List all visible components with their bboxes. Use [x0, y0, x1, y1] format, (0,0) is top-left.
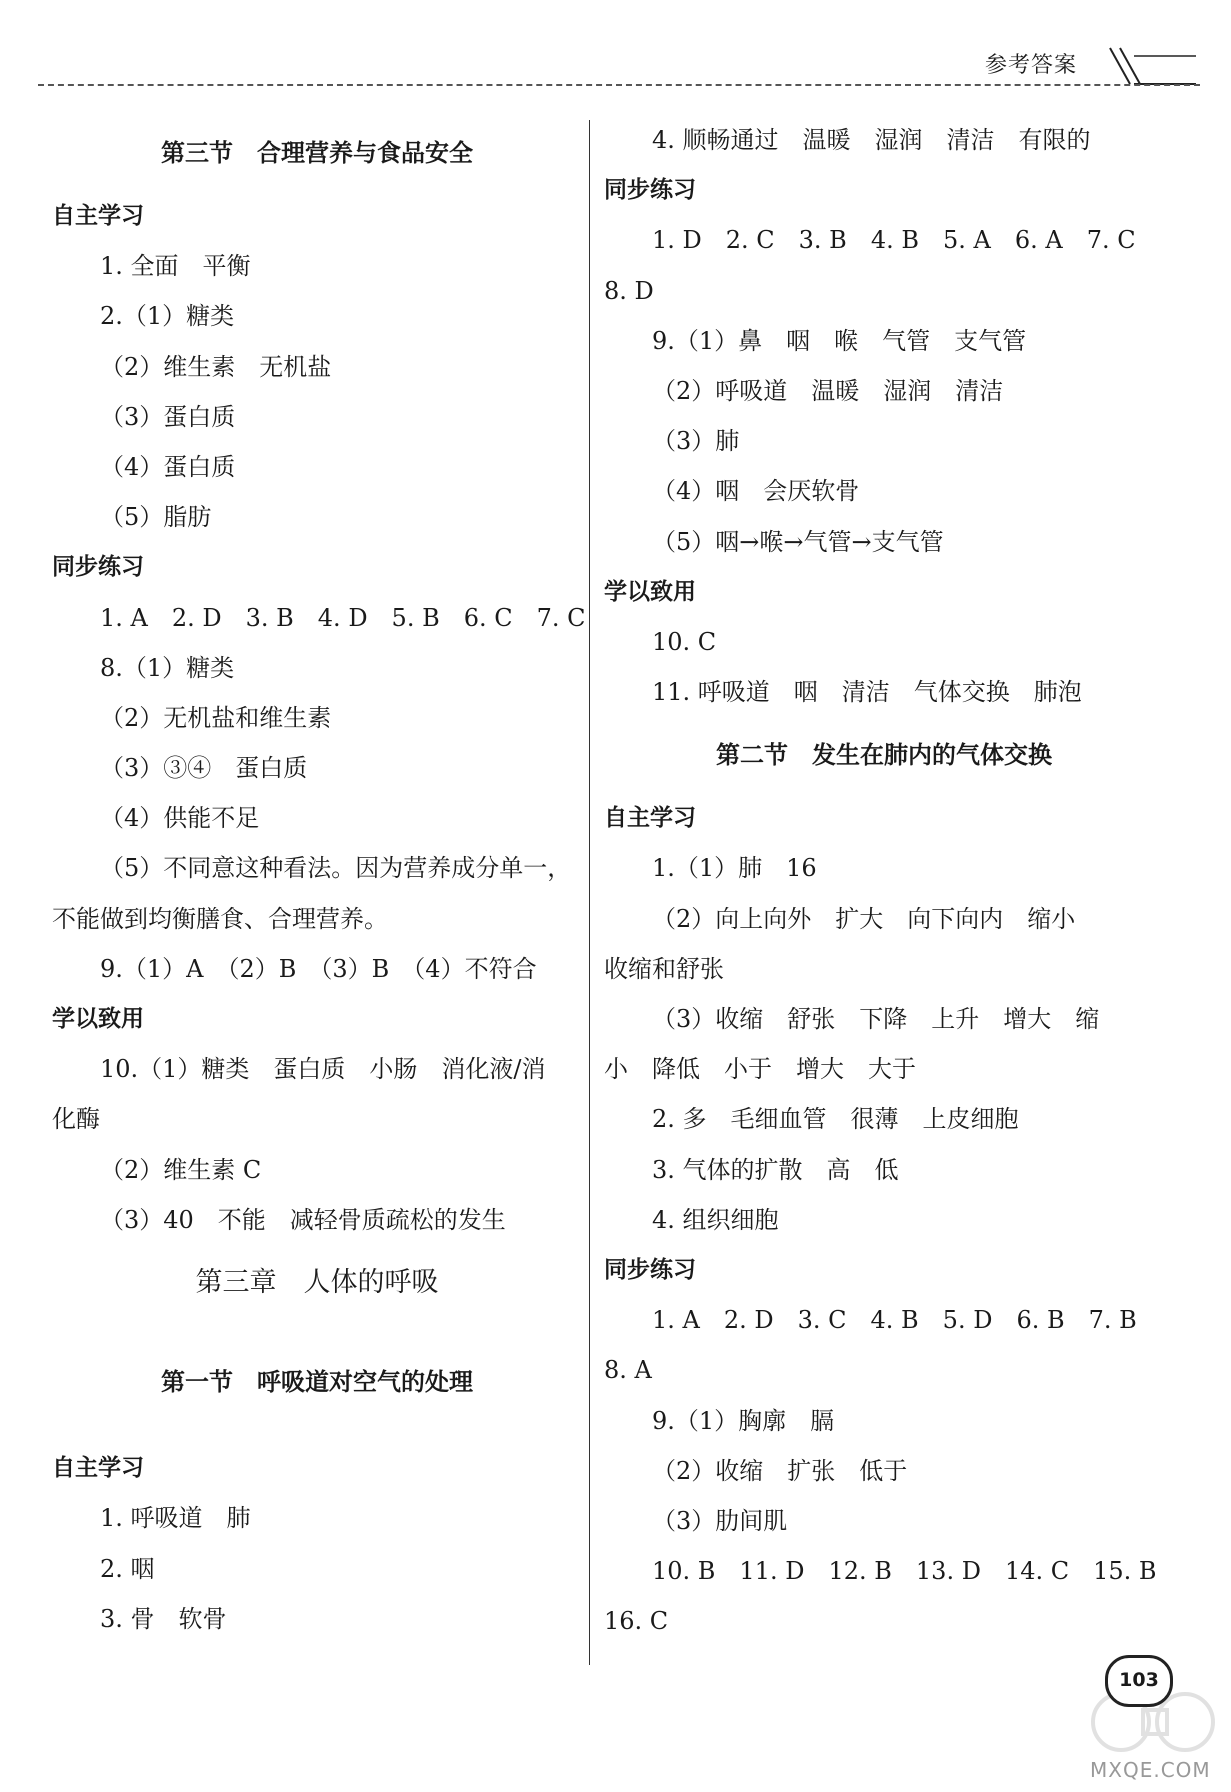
answer-line: 2. 多 毛细血管 很薄 上皮细胞 [652, 1105, 1019, 1134]
section-title: 第二节 发生在肺内的气体交换 [716, 741, 1052, 770]
answer-line: 4. 顺畅通过 温暖 湿润 清洁 有限的 [652, 126, 1091, 154]
answer-line: （2）维生素 C [100, 1155, 262, 1184]
section-subheading: 学以致用 [604, 578, 696, 605]
answer-line: 8.（1）糖类 [100, 653, 235, 682]
header-slash-decoration [1108, 44, 1198, 88]
answer-line: 小 降低 小于 增大 大于 [604, 1055, 916, 1084]
answer-line: 4. 组织细胞 [652, 1205, 779, 1234]
answer-line: （5）不同意这种看法。因为营养成分单一， [100, 854, 572, 883]
answer-line: 1.（1）肺 16 [652, 854, 817, 883]
section-title: 第一节 呼吸道对空气的处理 [161, 1367, 473, 1396]
right-column [604, 115, 1164, 1646]
section-subheading: 学以致用 [52, 1006, 144, 1032]
answer-line: 8. D [604, 276, 654, 305]
left-column [52, 115, 586, 1644]
answer-line: （5）脂肪 [100, 503, 212, 532]
answer-line: 10. C [652, 627, 717, 656]
header-label: 参考答案 [985, 53, 1078, 78]
answer-line: （2）无机盐和维生素 [100, 703, 332, 732]
answer-line: （3）肋间肌 [652, 1506, 788, 1535]
answer-line: 1. A 2. D 3. B 4. D 5. B 6. C 7. C [100, 603, 586, 632]
answer-line: 收缩和舒张 [604, 954, 724, 983]
answer-line: （4）咽 会厌软骨 [652, 477, 860, 506]
answer-line: （3）收缩 舒张 下降 上升 增大 缩 [652, 1005, 1100, 1033]
answer-line: （2）收缩 扩张 低于 [652, 1456, 908, 1485]
section-title: 第三节 合理营养与食品安全 [161, 139, 473, 167]
column-divider [589, 120, 590, 1665]
chapter-title: 第三章 人体的呼吸 [195, 1266, 439, 1298]
answer-line: （2）维生素 无机盐 [100, 352, 332, 381]
answer-line: 化酶 [52, 1105, 100, 1134]
header-rule [38, 84, 1200, 86]
answer-line: 2.（1）糖类 [100, 302, 235, 331]
answer-line: 9.（1）鼻 咽 喉 气管 支气管 [652, 326, 1027, 355]
answer-line: （3）蛋白质 [100, 402, 236, 431]
section-subheading: 自主学习 [52, 1455, 144, 1482]
section-subheading: 同步练习 [604, 177, 696, 204]
answer-line: 2. 咽 [100, 1554, 155, 1583]
section-subheading: 同步练习 [604, 1256, 696, 1283]
answer-line: 10. B 11. D 12. B 13. D 14. C 15. B [652, 1557, 1157, 1586]
answer-line: 1. D 2. C 3. B 4. B 5. A 6. A 7. C [652, 226, 1136, 255]
section-subheading: 自主学习 [52, 203, 144, 229]
answer-line: 11. 呼吸道 咽 清洁 气体交换 肺泡 [652, 678, 1082, 707]
answer-line: （3）③④ 蛋白质 [100, 754, 308, 783]
answer-line: （2）向上向外 扩大 向下向内 缩小 [652, 904, 1076, 933]
answer-line: 8. A [604, 1356, 652, 1385]
answer-line: 3. 气体的扩散 高 低 [652, 1155, 899, 1184]
answer-line: 3. 骨 软骨 [100, 1604, 227, 1633]
answer-line: 9.（1）胸廓 膈 [652, 1406, 835, 1435]
answer-line: 16. C [604, 1607, 669, 1636]
answer-line: 1. 呼吸道 肺 [100, 1504, 251, 1533]
answer-line: 不能做到均衡膳食、合理营养。 [52, 904, 388, 933]
answer-line: （5）咽→喉→气管→支气管 [652, 527, 944, 556]
answer-line: （4）蛋白质 [100, 452, 236, 481]
answer-line: （3）40 不能 减轻骨质疏松的发生 [100, 1205, 506, 1234]
answer-line: 1. 全面 平衡 [100, 252, 251, 281]
spacer [52, 1321, 582, 1357]
answer-line: （2）呼吸道 温暖 湿润 清洁 [652, 376, 1004, 405]
section-subheading: 同步练习 [52, 554, 144, 581]
answer-line: 10.（1）糖类 蛋白质 小肠 消化液/消 [100, 1055, 546, 1084]
answer-line: （4）供能不足 [100, 804, 260, 833]
watermark-text: MXQE.COM [1090, 1758, 1211, 1782]
answer-line: （3）肺 [652, 427, 740, 456]
page-number-badge: 103 [1105, 1655, 1173, 1707]
section-subheading: 自主学习 [604, 805, 696, 832]
answer-line: 1. A 2. D 3. C 4. B 5. D 6. B 7. B [652, 1306, 1137, 1335]
answer-line: 9.（1）A （2）B （3）B （4）不符合 [100, 954, 537, 983]
spacer [52, 1407, 582, 1443]
